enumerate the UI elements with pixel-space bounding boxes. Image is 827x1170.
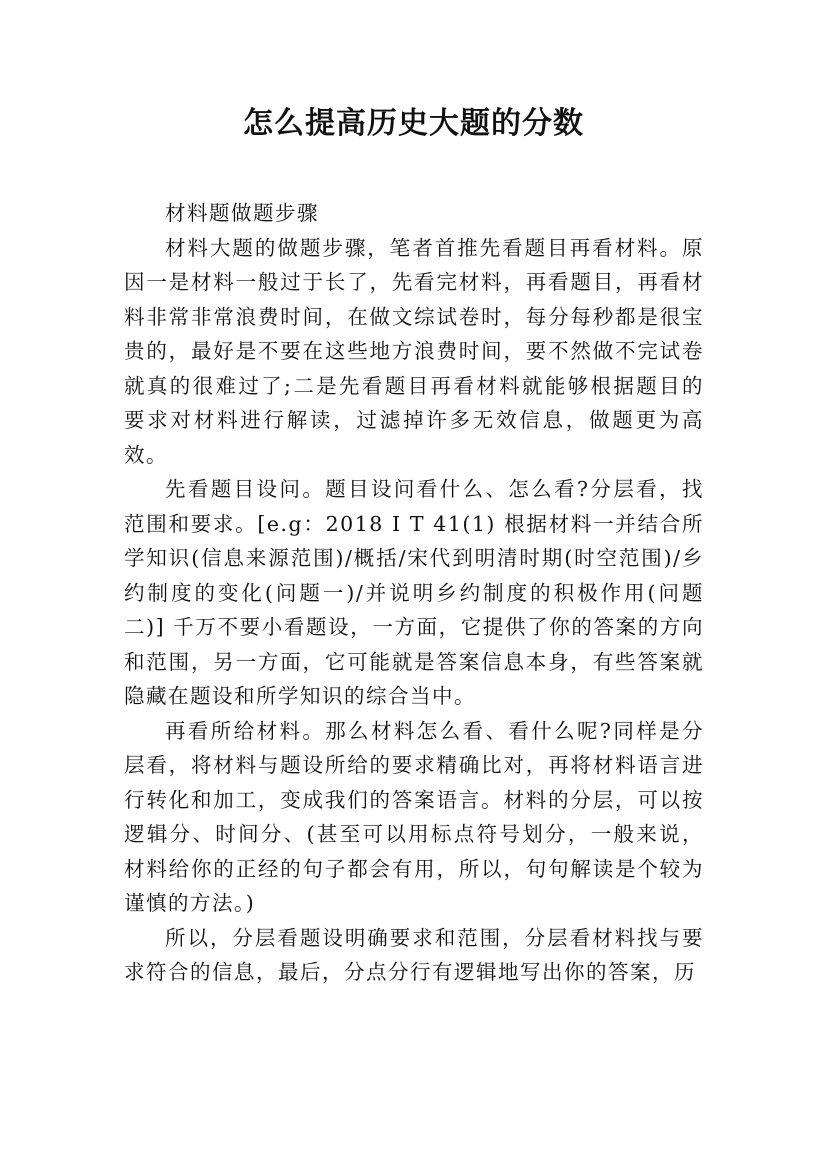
paragraph-2: 先看题目设问。题目设问看什么、怎么看?分层看，找范围和要求。[e.g：2018 I T 41(1) 根据材料一并结合所学知识(信息来源范围)/概括/宋代到明清时期(时空范围)/乡约制度的变化(问题一)/并说明乡约制度的积极作用(问题二)] 千万不要小看题设，一方面，它提供了你的答案的方向和范围，另一方面，它可能就是答案信息本身，有些答案就隐藏在题设和所学知识的综合当中。 — [124, 477, 704, 708]
paragraph-4: 所以，分层看题设明确要求和范围，分层看材料找与要求符合的信息，最后，分点分行有逻辑地写出你的答案，历 — [124, 925, 704, 984]
paragraph-1: 材料大题的做题步骤，笔者首推先看题目再看材料。原因一是材料一般过于长了，先看完材料，再看题目，再看材料非常非常浪费时间，在做文综试卷时，每分每秒都是很宝贵的，最好是不要在这些地方浪费时间，要不然做不完试卷就真的很难过了;二是先看题目再看材料就能够根据题目的要求对材料进行解读，过滤掉许多无效信息，做题更为高效。 — [124, 235, 704, 467]
paragraph-3: 再看所给材料。那么材料怎么看、看什么呢?同样是分层看，将材料与题设所给的要求精确比对，再将材料语言进行转化和加工，变成我们的答案语言。材料的分层，可以按逻辑分、时间分、(甚至可以用标点符号划分，一般来说，材料给你的正经的句子都会有用，所以，句句解读是个较为谨慎的方法。) — [124, 718, 704, 915]
document-title: 怎么提高历史大题的分数 — [243, 106, 584, 141]
section-heading: 材料题做题步骤 — [165, 201, 319, 225]
document-body — [124, 196, 704, 990]
